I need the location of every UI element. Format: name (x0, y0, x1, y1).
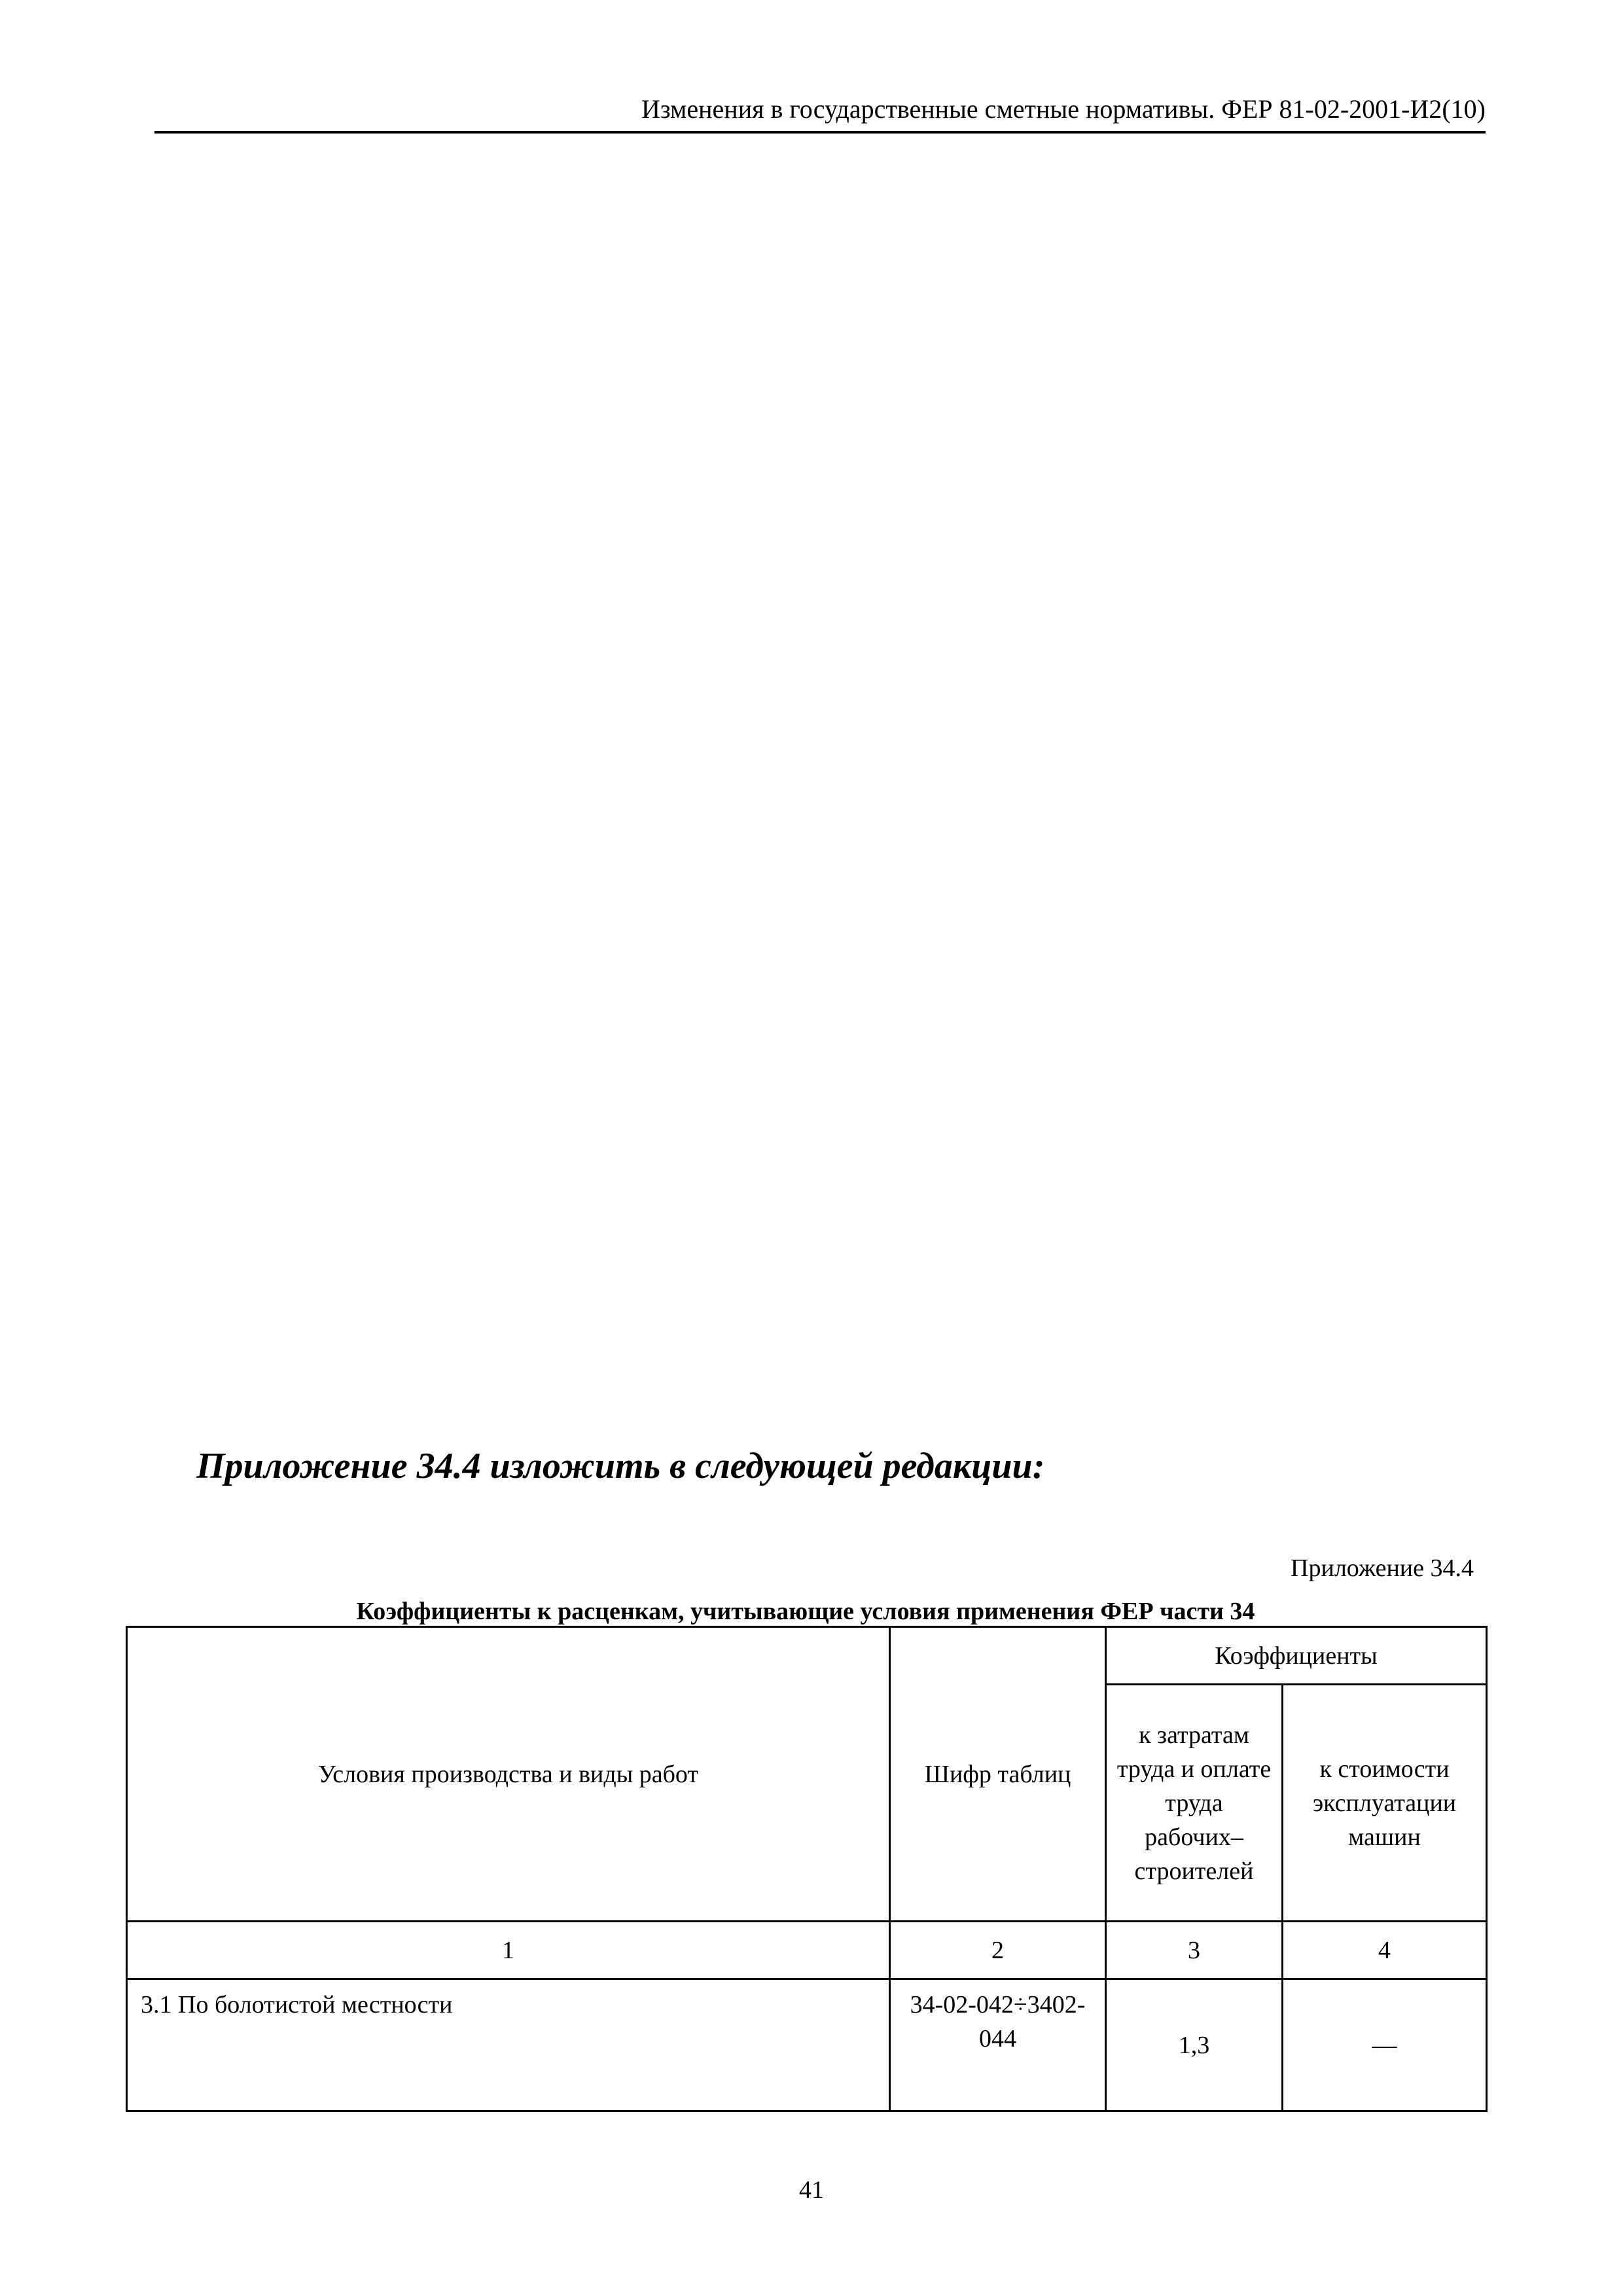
table-row (127, 1979, 1487, 2111)
column-header-machines: к стоимости эксплуатации машин (1283, 1685, 1487, 1922)
table-code-cell: 34-02-042÷3402-044 (890, 1979, 1106, 2111)
column-header-conditions: Условия производства и виды работ (127, 1627, 890, 1922)
column-header-labor: к затратам труда и оплате труда рабочих–строителей (1106, 1685, 1283, 1922)
column-number: 1 (127, 1922, 890, 1979)
table-caption: Коэффициенты к расценкам, учитывающие условия применения ФЕР части 34 (356, 1598, 1255, 1625)
column-number: 4 (1283, 1922, 1487, 1979)
machine-coefficient-cell: — (1283, 1979, 1487, 2111)
column-header-table-code: Шифр таблиц (890, 1627, 1106, 1922)
section-heading: Приложение 34.4 изложить в следующей редакции: (196, 1446, 1045, 1486)
running-header (154, 93, 1486, 134)
column-number: 3 (1106, 1922, 1283, 1979)
column-header-coefficients: Коэффициенты (1106, 1627, 1487, 1685)
page-number: 41 (799, 2176, 824, 2204)
column-number: 2 (890, 1922, 1106, 1979)
coefficients-table (126, 1626, 1488, 2112)
running-title: Изменения в государственные сметные нормативы. ФЕР 81-02-2001-И2(10) (641, 94, 1486, 124)
appendix-label: Приложение 34.4 (1291, 1554, 1474, 1582)
column-number-row (127, 1922, 1487, 1979)
labor-coefficient-cell: 1,3 (1106, 1979, 1283, 2111)
condition-cell: 3.1 По болотистой местности (127, 1979, 890, 2111)
